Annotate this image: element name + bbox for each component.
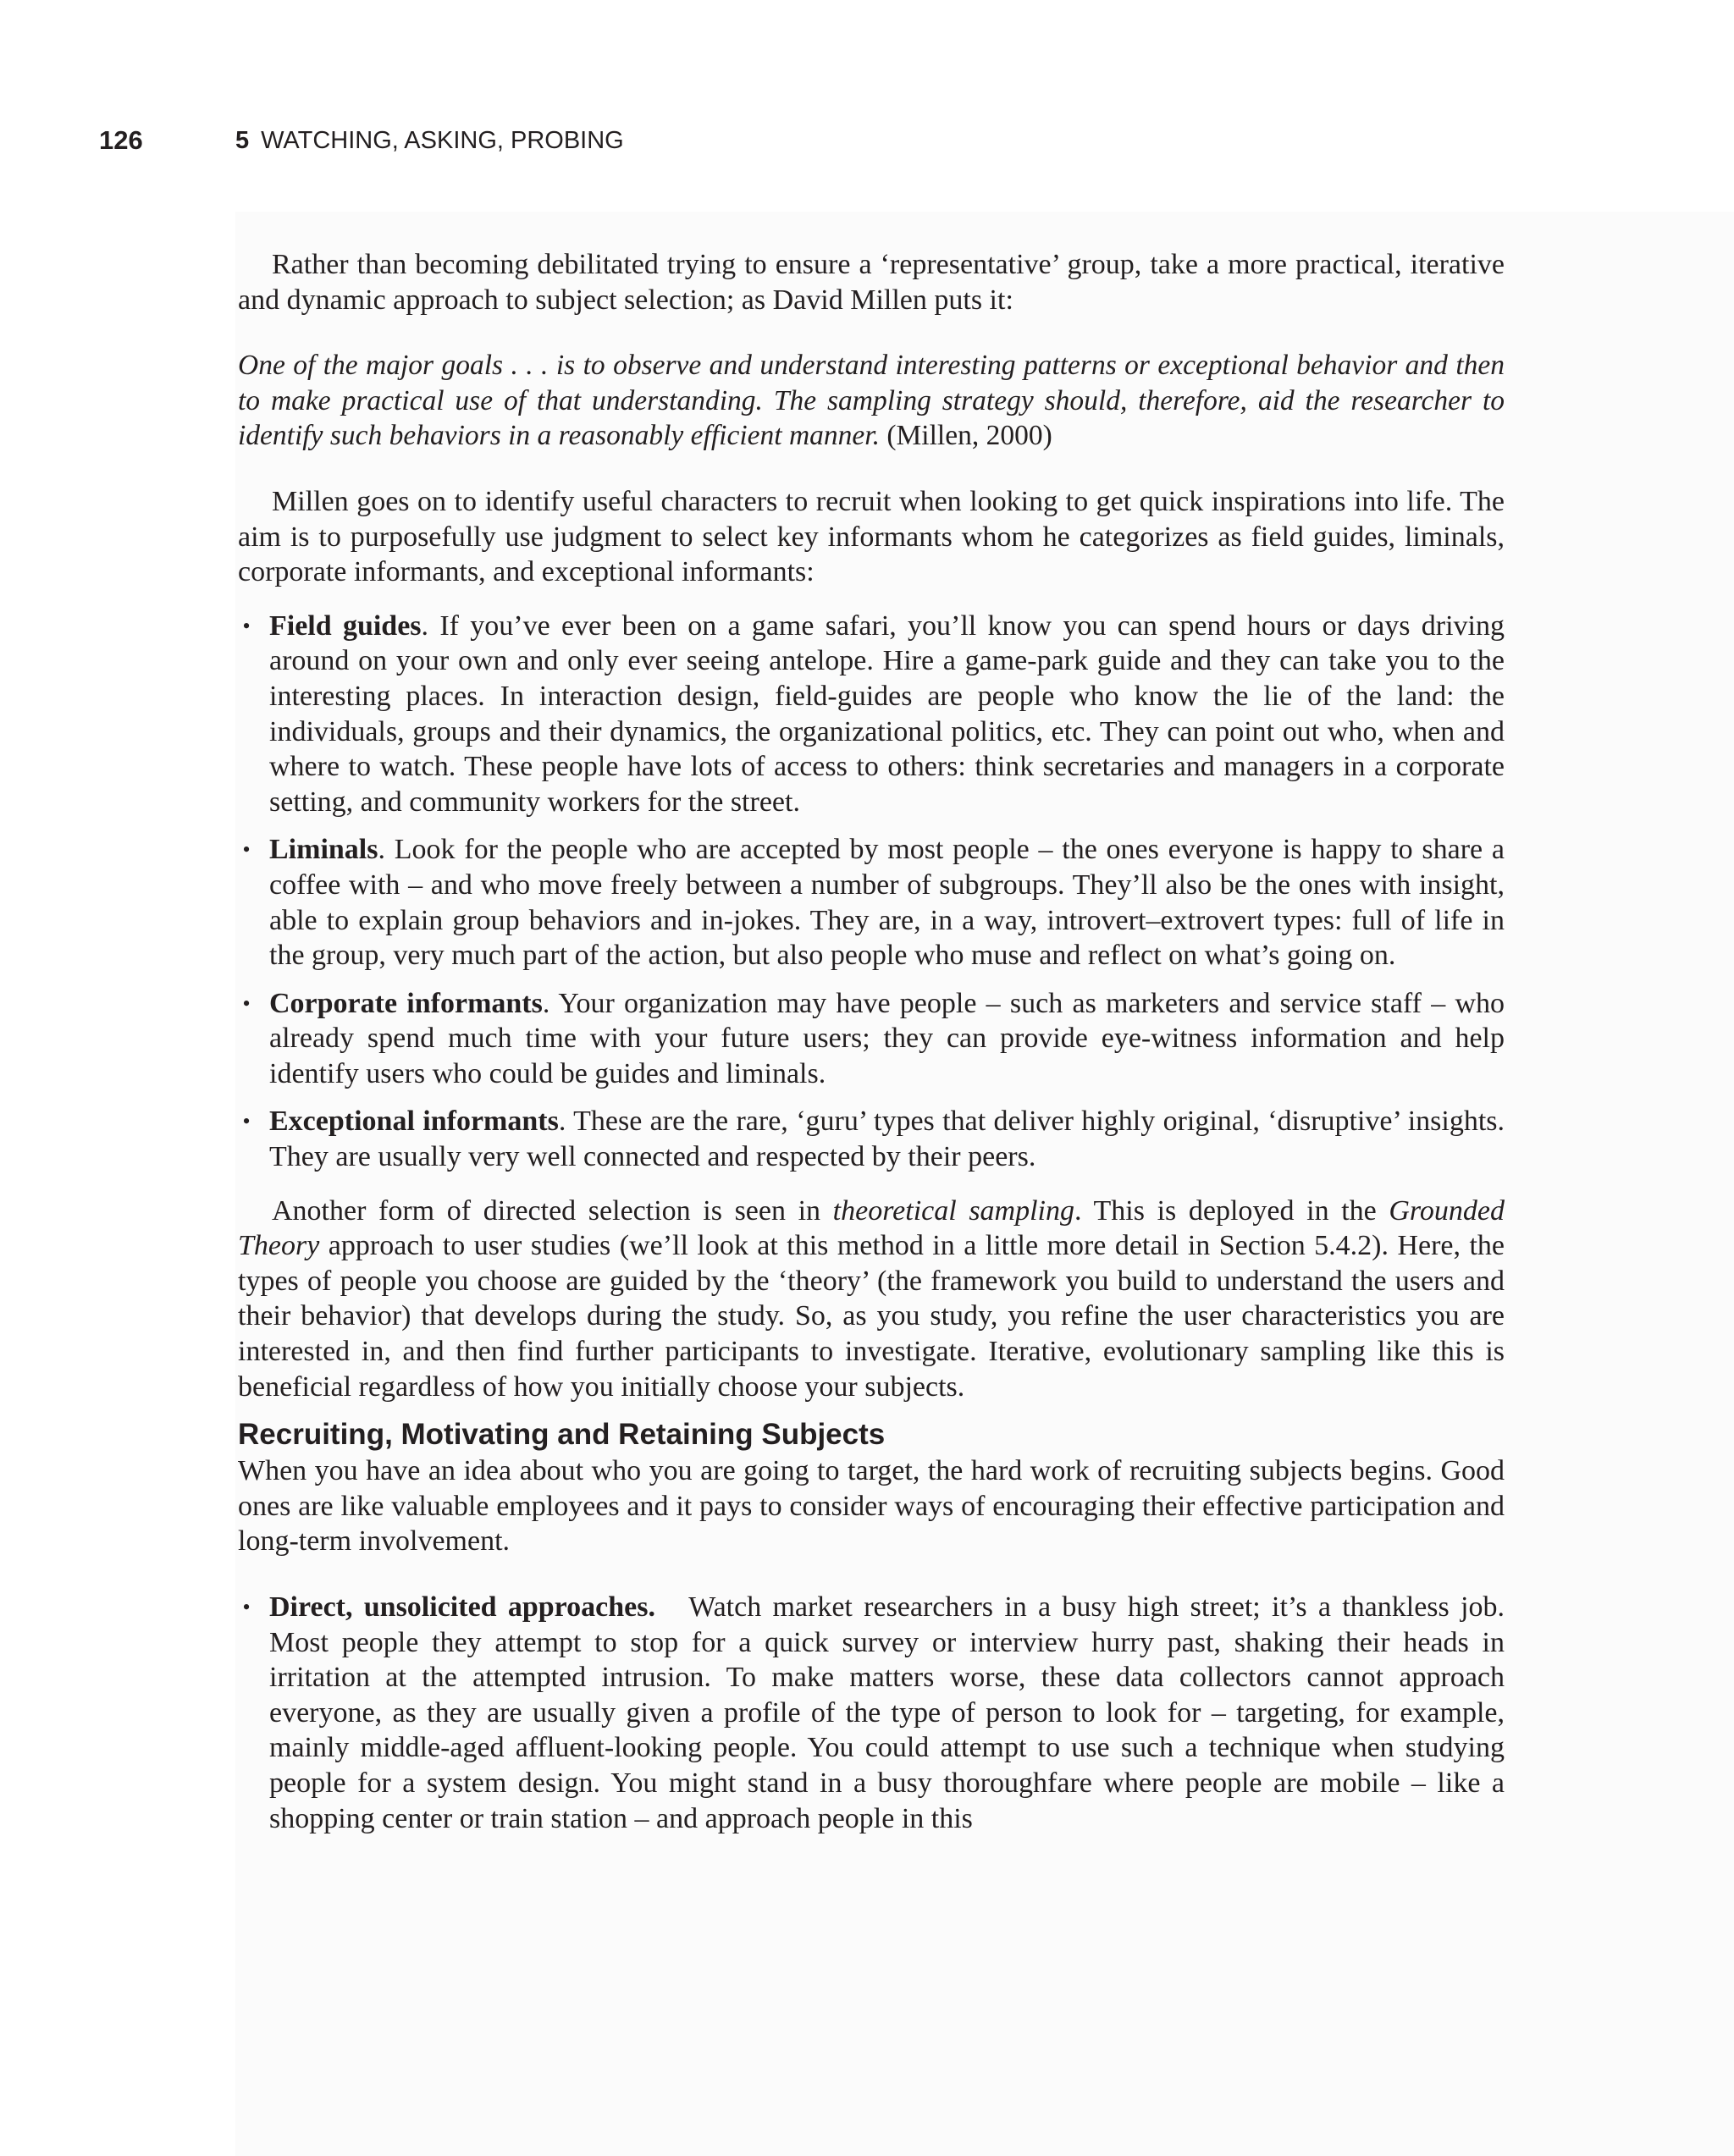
informant-list — [238, 609, 1505, 1175]
section-heading: Recruiting, Motivating and Retaining Subjects — [238, 1418, 886, 1452]
text-run: Another form of directed selection is seen in — [272, 1194, 833, 1227]
block-quote — [238, 348, 1505, 454]
emphasis-term: theoretical sampling — [832, 1194, 1074, 1227]
list-item — [238, 986, 1505, 1092]
quote-text: One of the major goals . . . is to observe and understand interesting patterns or exceptional behavior and then to make practical use of that understanding. The sampling strategy should, therefore, aid the researcher to identify such behaviors in a reasonably efficient manner. — [238, 350, 1505, 452]
list-item-term: Field guides — [269, 609, 422, 642]
list-item-term: Exceptional informants — [269, 1106, 559, 1138]
running-header — [99, 122, 861, 159]
list-item — [238, 609, 1505, 820]
page-body — [238, 247, 1505, 1836]
bullet-icon: • — [242, 1109, 251, 1134]
paragraph-theoretical-sampling — [238, 1194, 1505, 1405]
list-item-text: . These are the rare, ‘guru’ types that deliver highly original, ‘disruptive’ insights. They are usually very well connected and respected by their peers. — [269, 1106, 1505, 1173]
list-item-term: Direct, unsolicited approaches. — [269, 1591, 655, 1623]
list-item — [238, 832, 1505, 973]
paragraph-intro: Rather than becoming debilitated trying to ensure a ‘representative’ group, take a more practical, iterative and dynamic approach to subject selection; as David Millen puts it: — [238, 249, 1505, 316]
list-item — [238, 1590, 1505, 1836]
page-number: 126 — [99, 125, 143, 155]
emphasis-term: Grounded Theory — [238, 1194, 1505, 1262]
list-item-term: Liminals — [269, 834, 378, 866]
bullet-icon: • — [242, 837, 251, 863]
list-item-text: . If you’ve ever been on a game safari, you’ll know you can spend hours or days driving around on your own and only ever seeing antelope. Hire a game-park guide and they can take you to the interesting places. In interaction design, field-guides are people who know the lie of the land: the individuals, groups and their dynamics, the organizational politics, etc. They can point out who, when and where to watch. These people have lots of access to others: think secretaries and managers in a corporate setting, and community workers for the street. — [269, 609, 1505, 818]
list-item-text: . Your organization may have people – such as marketers and service staff – who already spend much time with your future users; they can provide eye-witness information and help identify users who could be guides and liminals. — [269, 987, 1505, 1089]
bullet-icon: • — [242, 613, 251, 638]
list-item-term: Corporate informants — [269, 987, 543, 1019]
paragraph-millen: Millen goes on to identify useful characters to recruit when looking to get quick inspirations into life. The aim is to purposefully use judgment to select key informants whom he categorizes as field guides, liminals, corporate informants, and exceptional informants: — [238, 485, 1505, 588]
quote-citation: (Millen, 2000) — [886, 420, 1052, 452]
bullet-icon: • — [242, 990, 251, 1016]
bullet-icon: • — [242, 1595, 251, 1619]
list-item — [238, 1104, 1505, 1174]
chapter-heading — [235, 122, 624, 159]
text-run: approach to user studies (we’ll look at this method in a little more detail in Section 5.4.2). Here, the types of people you choose are guided by the ‘theory’ (the framework you build to understand the users and their behavior) that develops during the study. So, as you study, you refine the user characteristics you are interested in, and then find further participants to investigate. Iterative, evolutionary sampling like this is beneficial regardless of how you initially choose your subjects. — [238, 1230, 1505, 1403]
list-item-text: . Look for the people who are accepted by most people – the ones everyone is happy to share a coffee with – and who move freely between a number of subgroups. They’ll also be the ones with insight, able to explain group behaviors and in-jokes. They are, in a way, introvert–extrovert types: full of life in the group, very much part of the action, but also people who muse and reflect on what’s going on. — [269, 834, 1505, 972]
approach-list — [238, 1590, 1505, 1836]
chapter-title: WATCHING, ASKING, PROBING — [261, 127, 624, 154]
text-run: . This is deployed in the — [1074, 1194, 1389, 1227]
list-item-text: Watch market researchers in a busy high street; it’s a thankless job. Most people they attempt to stop for a quick survey or interview hurry past, shaking their heads in irritation at the attempted intrusion. To make matters worse, these data collectors cannot approach everyone, as they are usually given a profile of the type of person to look for – targeting, for example, mainly middle-aged affluent-looking people. You could attempt to use such a technique when studying people for a system design. You might stand in a busy thoroughfare where people are mobile – like a shopping center or train station – and approach people in this — [269, 1591, 1505, 1834]
chapter-number: 5 — [235, 127, 250, 154]
paragraph-recruiting: When you have an idea about who you are going to target, the hard work of recruiting subjects begins. Good ones are like valuable employees and it pays to consider ways of encouraging their effective participation and long-term involvement. — [238, 1455, 1505, 1558]
